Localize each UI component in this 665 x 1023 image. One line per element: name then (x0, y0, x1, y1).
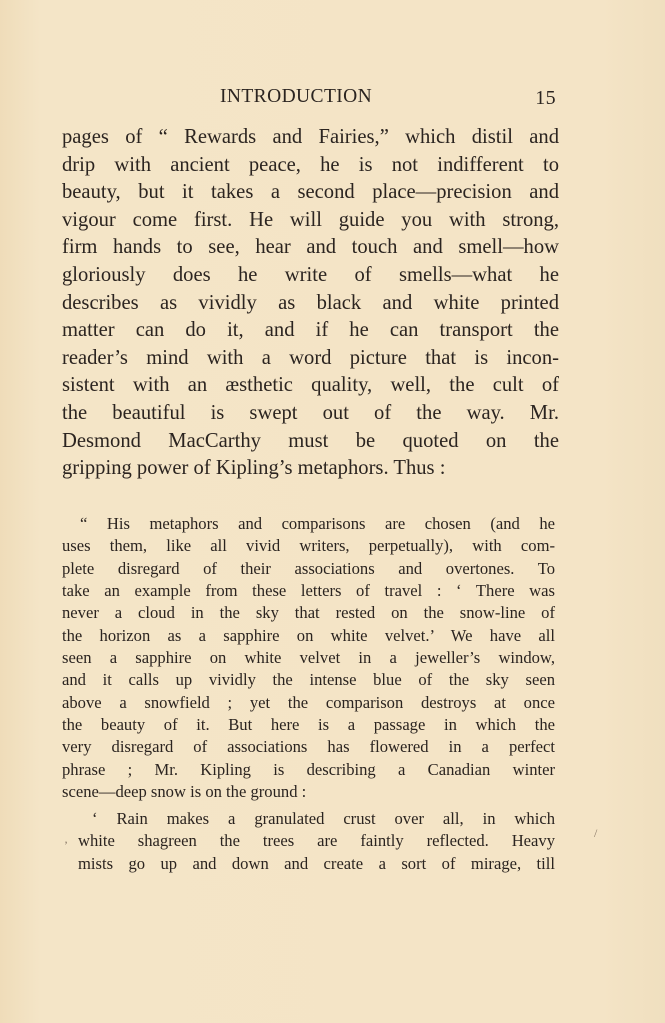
body-line: pages of “ Rewards and Fairies,” which distil and (62, 126, 559, 148)
block-quote (62, 513, 555, 803)
nested-quote-line: mists go up and down and create a sort of mirage, till (78, 853, 555, 873)
body-line: firm hands to see, hear and touch and smell—how (62, 236, 559, 259)
nested-quote (78, 808, 555, 875)
quote-line: above a snowfield ; yet the comparison destroys at once (62, 692, 555, 712)
body-line: gloriously does he write of smells—what he (62, 263, 559, 286)
quote-line: very disregard of associations has flowered in a perfect (62, 737, 555, 757)
body-line: drip with ancient peace, he is not indifferent to (62, 153, 559, 176)
scan-speck: ’ (64, 838, 68, 852)
body-line: vigour come first. He will guide you with strong, (62, 208, 559, 231)
body-paragraph (62, 124, 559, 483)
body-line: sistent with an æsthetic quality, well, the cult of (62, 374, 559, 397)
body-line: reader’s mind with a word picture that is incon- (62, 346, 559, 369)
body-line: beauty, but it takes a second place—precision and (62, 181, 559, 204)
quote-line: and it calls up vividly the intense blue of the sky seen (62, 670, 555, 690)
body-line: gripping power of Kipling’s metaphors. Thus : (62, 457, 446, 480)
quote-line: never a cloud in the sky that rested on the snow-line of (62, 603, 555, 623)
quote-line: uses them, like all vivid writers, perpetually), with com- (62, 536, 555, 556)
running-title: INTRODUCTION (220, 86, 373, 107)
quote-line: the horizon as a sapphire on white velvet.’ We have all (62, 625, 555, 645)
quote-line: seen a sapphire on white velvet in a jeweller’s window, (62, 648, 555, 668)
quote-line: the beauty of it. But here is a passage in which the (62, 715, 555, 735)
scan-speck: / (594, 826, 598, 840)
body-line: matter can do it, and if he can transport the (62, 319, 559, 342)
page-number: 15 (535, 87, 556, 109)
body-line: Desmond MacCarthy must be quoted on the (62, 429, 559, 452)
body-line: describes as vividly as black and white printed (62, 291, 559, 314)
nested-quote-line: white shagreen the trees are faintly reflected. Heavy (78, 831, 555, 851)
quote-line: take an example from these letters of travel : ‘ There was (62, 581, 555, 601)
quote-line: “ His metaphors and comparisons are chosen (and he (80, 514, 555, 533)
body-line: the beautiful is swept out of the way. Mr. (62, 401, 559, 424)
nested-quote-line: ‘ Rain makes a granulated crust over all, in which (92, 809, 555, 828)
quote-line: phrase ; Mr. Kipling is describing a Canadian winter (62, 759, 555, 779)
quote-line: scene—deep snow is on the ground : (62, 782, 307, 802)
running-head (62, 86, 556, 114)
quote-line: plete disregard of their associations and overtones. To (62, 558, 555, 578)
